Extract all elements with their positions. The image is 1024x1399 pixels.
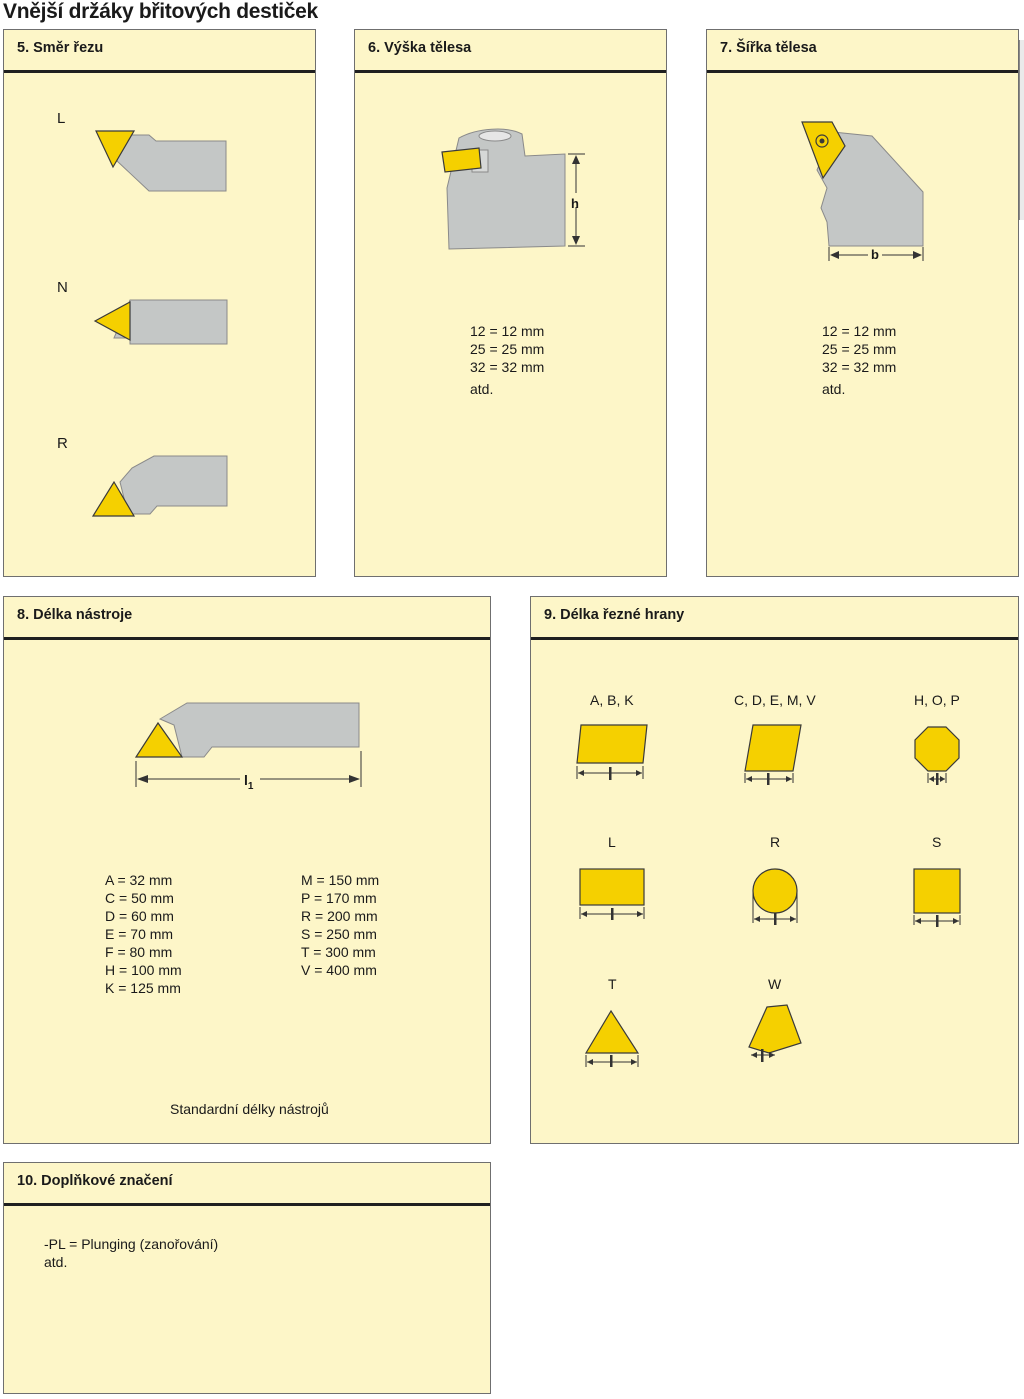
- section-5-header: [4, 30, 315, 73]
- triangular-insert-icon: [584, 1009, 644, 1069]
- direction-label-r: R: [57, 435, 68, 452]
- page-title: Vnější držáky břitových destiček: [3, 0, 318, 23]
- parallelogram-insert-icon: [575, 723, 649, 783]
- scrollbar-edge: [1019, 40, 1024, 220]
- length-code: V = 400 mm: [301, 962, 377, 978]
- height-line-4: atd.: [470, 381, 494, 397]
- section-7-title: 7. Šířka tělesa: [720, 40, 817, 56]
- section-5-cutting-direction: [3, 29, 316, 577]
- width-line-2: 25 = 25 mm: [822, 341, 897, 357]
- trigon-insert-icon: [747, 1003, 803, 1067]
- length-code: D = 60 mm: [105, 908, 174, 924]
- length-code: R = 200 mm: [301, 908, 378, 924]
- section-9-title: 9. Délka řezné hrany: [544, 607, 685, 623]
- length-code: P = 170 mm: [301, 890, 377, 906]
- left-hand-tool-icon: [89, 125, 229, 195]
- length-code: K = 125 mm: [105, 980, 181, 996]
- section-6-header: [355, 30, 666, 73]
- section-6-title: 6. Výška tělesa: [368, 40, 472, 56]
- octagon-insert-icon: [913, 725, 963, 787]
- length-codes-column-2: [301, 871, 379, 979]
- standard-lengths-note: Standardní délky nástrojů: [170, 1101, 329, 1117]
- tool-width-diagram: [797, 118, 937, 268]
- length-code: A = 32 mm: [105, 872, 173, 888]
- length-code: F = 80 mm: [105, 944, 173, 960]
- section-8-header: [4, 597, 490, 640]
- width-dimension-label: b: [871, 247, 879, 262]
- square-insert-icon: [912, 867, 964, 927]
- width-line-3: 32 = 32 mm: [822, 359, 897, 375]
- section-5-title: 5. Směr řezu: [17, 40, 104, 56]
- shape-label-trigon: W: [768, 976, 782, 992]
- section-10-additional-marking: [3, 1162, 491, 1394]
- height-dimension-label: h: [571, 196, 579, 211]
- length-code: M = 150 mm: [301, 872, 380, 888]
- section-8-tool-length: [3, 596, 491, 1144]
- neutral-tool-icon: [92, 298, 232, 348]
- marking-line-1: -PL = Plunging (zanořování): [44, 1236, 219, 1252]
- shape-label-round: R: [770, 834, 781, 850]
- section-9-cutting-edge-length: [530, 596, 1019, 1144]
- length-code: T = 300 mm: [301, 944, 376, 960]
- height-line-1: 12 = 12 mm: [470, 323, 545, 339]
- height-line-2: 25 = 25 mm: [470, 341, 545, 357]
- round-insert-icon: [751, 867, 801, 927]
- length-code: E = 70 mm: [105, 926, 174, 942]
- shape-label-parallelogram: A, B, K: [590, 692, 634, 708]
- direction-label-l: L: [57, 110, 66, 127]
- shape-label-triangle: T: [608, 976, 617, 992]
- right-hand-tool-icon: [92, 454, 232, 524]
- height-line-3: 32 = 32 mm: [470, 359, 545, 375]
- section-7-body-width: [706, 29, 1019, 577]
- rectangular-insert-icon: [578, 867, 648, 923]
- section-10-title: 10. Doplňkové značení: [17, 1173, 173, 1189]
- length-code: H = 100 mm: [105, 962, 182, 978]
- width-line-4: atd.: [822, 381, 846, 397]
- direction-label-n: N: [57, 279, 68, 296]
- marking-line-2: atd.: [44, 1254, 68, 1270]
- section-6-body-height: [354, 29, 667, 577]
- length-code: S = 250 mm: [301, 926, 377, 942]
- length-dimension-l: l: [244, 772, 248, 788]
- length-dimension-label: [244, 771, 253, 796]
- shape-label-square: S: [932, 834, 942, 850]
- length-code: C = 50 mm: [105, 890, 174, 906]
- tool-height-diagram: [437, 126, 597, 256]
- length-dimension-sub: 1: [247, 780, 254, 792]
- shape-label-rectangle: L: [608, 834, 616, 850]
- width-line-1: 12 = 12 mm: [822, 323, 897, 339]
- section-9-header: [531, 597, 1018, 640]
- length-codes-column-1: [105, 871, 182, 997]
- rhombic-insert-icon: [743, 723, 803, 785]
- shape-label-rhombic: C, D, E, M, V: [734, 692, 816, 708]
- section-8-title: 8. Délka nástroje: [17, 607, 133, 623]
- section-10-header: [4, 1163, 490, 1206]
- section-7-header: [707, 30, 1018, 73]
- shape-label-polygon: H, O, P: [914, 692, 960, 708]
